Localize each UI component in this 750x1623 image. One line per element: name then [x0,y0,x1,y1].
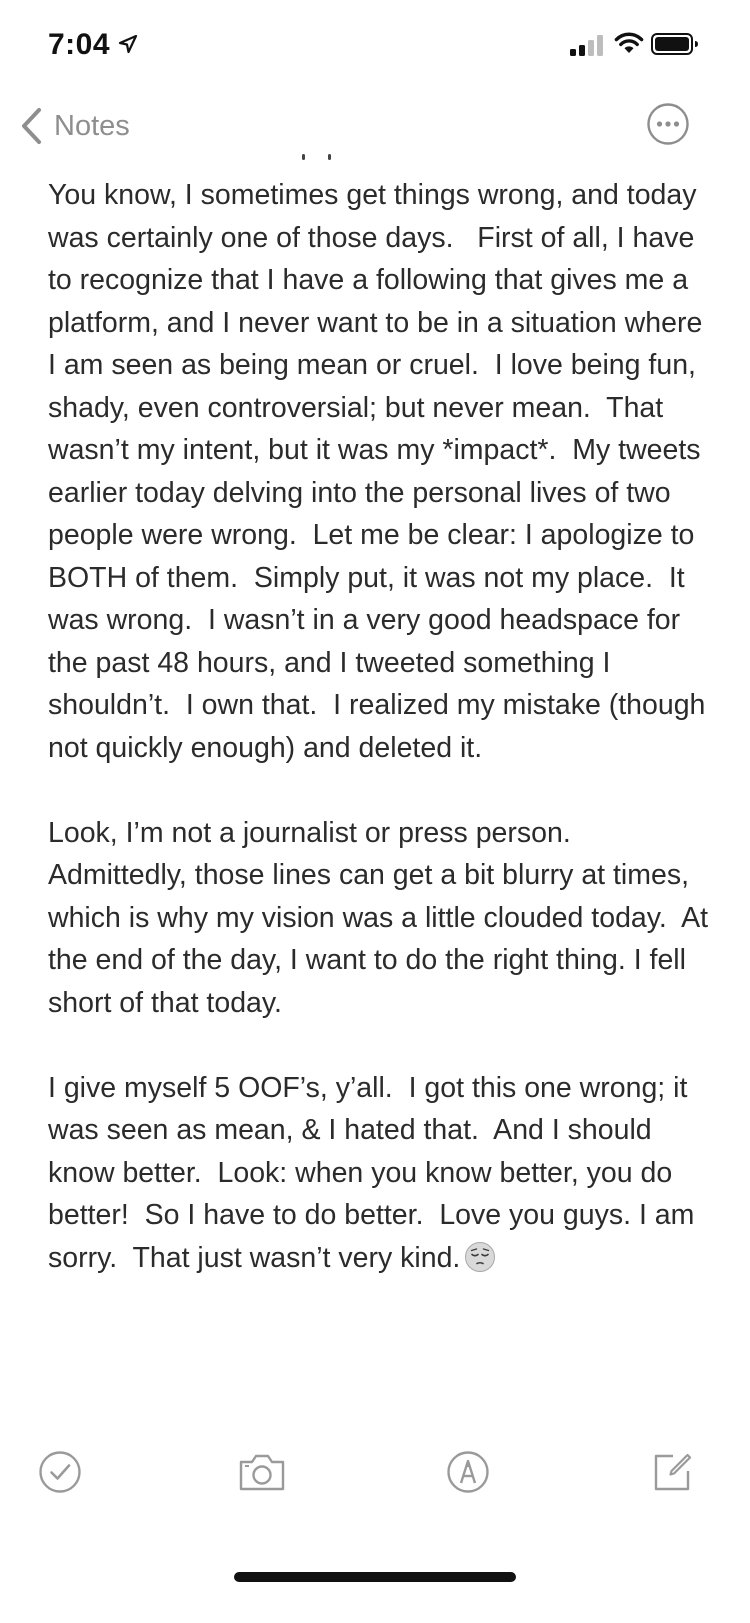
bottom-toolbar [0,1440,750,1510]
status-bar [0,0,750,90]
back-label: Notes [54,109,130,142]
clipped-text-line [48,150,708,164]
more-options-icon[interactable] [646,102,690,146]
home-indicator[interactable] [234,1572,516,1582]
back-button[interactable] [18,102,130,150]
checklist-icon[interactable] [38,1450,82,1494]
note-paragraph-3 [48,1067,708,1280]
note-paragraph-1: You know, I sometimes get things wrong, and today was certainly one of those days. First of all, I have to recognize that I have a following that gives me a platform, and I never want to be in a situation where I am seen as being mean or cruel. I love being fun, shady, even controversial; but never mean. That wasn’t my intent, but it was my *impact*. My tweets earlier today delving into the personal lives of two people were wrong. Let me be clear: I apologize to BOTH of them. Simply put, it was not my place. It was wrong. I wasn’t in a very good headspace for the past 48 hours, and I tweeted something I shouldn’t. I own that. I realized my mistake (though not quickly enough) and deleted it. [48,179,714,764]
nav-bar [0,96,750,156]
compose-icon[interactable] [650,1450,694,1494]
status-time: 7:04 [48,28,111,61]
markup-icon[interactable] [446,1450,490,1494]
battery-icon [651,32,699,56]
note-paragraph-3-text: I give myself 5 OOF’s, y’all. I got this one wrong; it was seen as mean, & I hated that. And I should know better. Look: when you know better, you do better! So I have to do better. Love you guys. I am sorry. That just wasn’t very kind. [48,1071,703,1274]
wifi-icon [614,31,644,55]
camera-icon[interactable] [238,1450,286,1494]
location-arrow-icon [118,34,138,54]
chevron-left-icon [18,106,44,146]
note-paragraph-2: Look, I’m not a journalist or press person. Admittedly, those lines can get a bit blurry at times, which is why my vision was a little clouded today. At the end of the day, I want to do the right thing. I fell short of that today. [48,816,716,1019]
note-body[interactable] [48,174,716,1279]
cellular-signal-icon [570,34,606,56]
pensive-face-icon [464,1241,496,1273]
